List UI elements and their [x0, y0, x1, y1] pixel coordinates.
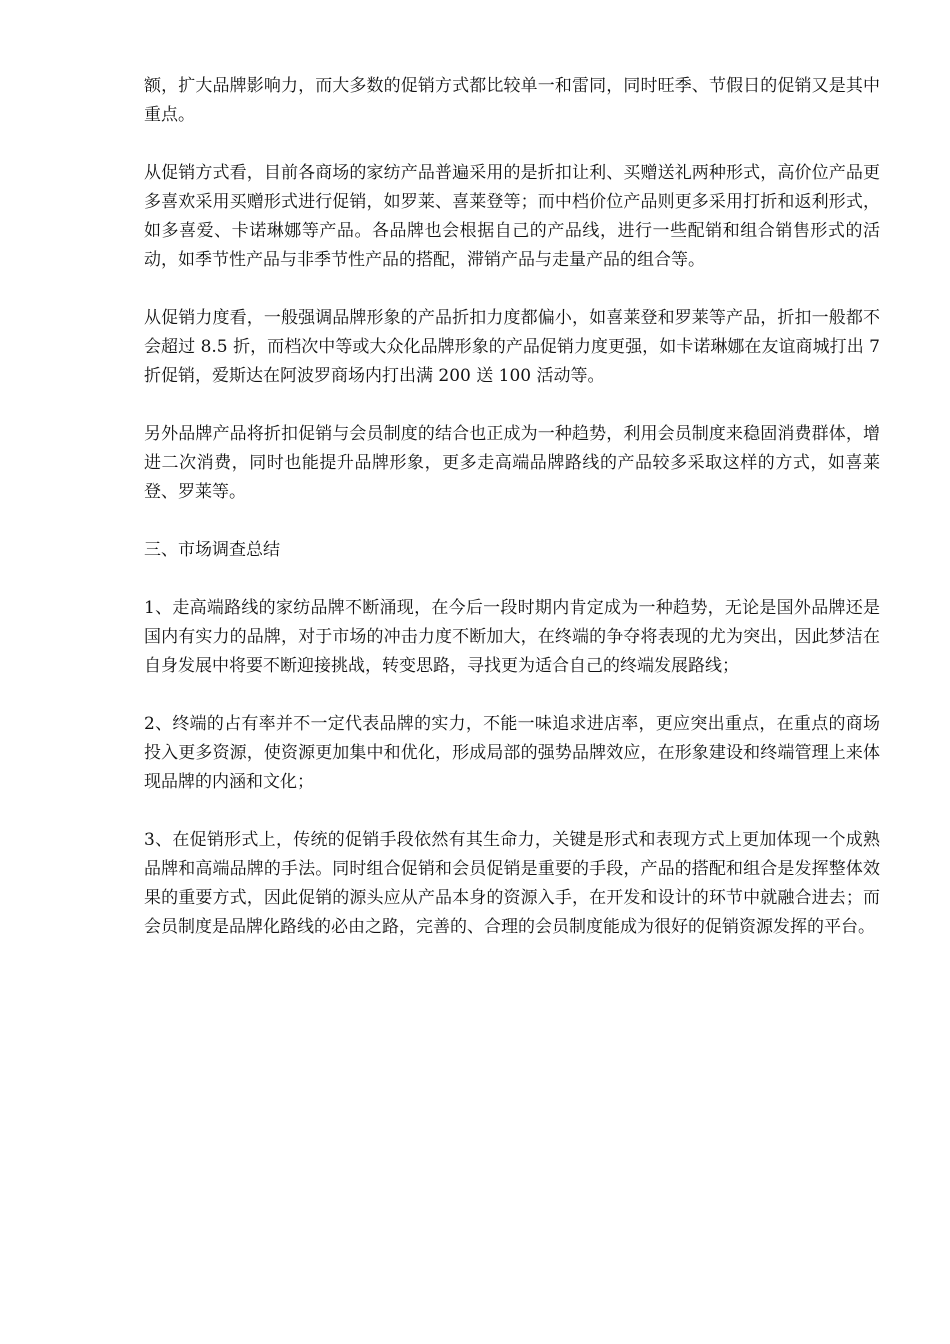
summary-item-2: 2、终端的占有率并不一定代表品牌的实力，不能一味追求进店率，更应突出重点，在重点的商场投入更多资源，使资源更加集中和优化，形成局部的强势品牌效应，在形象建设和终端管理上来体现品牌的内涵和文化；: [144, 714, 880, 792]
paragraph-promotion-methods: 从促销方式看，目前各商场的家纺产品普遍采用的是折扣让利、买赠送礼两种形式，高价位产品更多喜欢采用买赠形式进行促销，如罗莱、喜莱登等；而中档价位产品则更多采用打折和返利形式，如多喜爱、卡诺琳娜等产品。各品牌也会根据自己的产品线，进行一些配销和组合销售形式的活动，如季节性产品与非季节性产品的搭配，滞销产品与走量产品的组合等。: [144, 163, 880, 270]
summary-item-3: 3、在促销形式上，传统的促销手段依然有其生命力，关键是形式和表现方式上更加体现一个成熟品牌和高端品牌的手法。同时组合促销和会员促销是重要的手段，产品的搭配和组合是发挥整体效果的重要方式，因此促销的源头应从产品本身的资源入手，在开发和设计的环节中就融合进去；而会员制度是品牌化路线的必由之路，完善的、合理的会员制度能成为很好的促销资源发挥的平台。: [144, 830, 880, 937]
paragraph-membership-trend: 另外品牌产品将折扣促销与会员制度的结合也正成为一种趋势，利用会员制度来稳固消费群体，增进二次消费，同时也能提升品牌形象，更多走高端品牌路线的产品较多采取这样的方式，如喜莱登、罗莱等。: [144, 424, 880, 502]
paragraph-promotion-intensity: 从促销力度看，一般强调品牌形象的产品折扣力度都偏小，如喜莱登和罗莱等产品，折扣一般都不会超过 8.5 折，而档次中等或大众化品牌形象的产品促销力度更强，如卡诺琳娜在友谊商城打出 7 折促销，爱斯达在阿波罗商场内打出满 200 送 100 活动等。: [144, 308, 880, 386]
section-heading-survey-summary: 三、市场调查总结: [144, 540, 280, 560]
document-body: [144, 72, 880, 971]
paragraph-promotion-intro: 额，扩大品牌影响力，而大多数的促销方式都比较单一和雷同，同时旺季、节假日的促销又是其中重点。: [144, 76, 880, 125]
summary-item-1: 1、走高端路线的家纺品牌不断涌现，在今后一段时期内肯定成为一种趋势，无论是国外品牌还是国内有实力的品牌，对于市场的冲击力度不断加大，在终端的争夺将表现的尤为突出，因此梦洁在自身发展中将要不断迎接挑战，转变思路，寻找更为适合自己的终端发展路线；: [144, 598, 880, 676]
